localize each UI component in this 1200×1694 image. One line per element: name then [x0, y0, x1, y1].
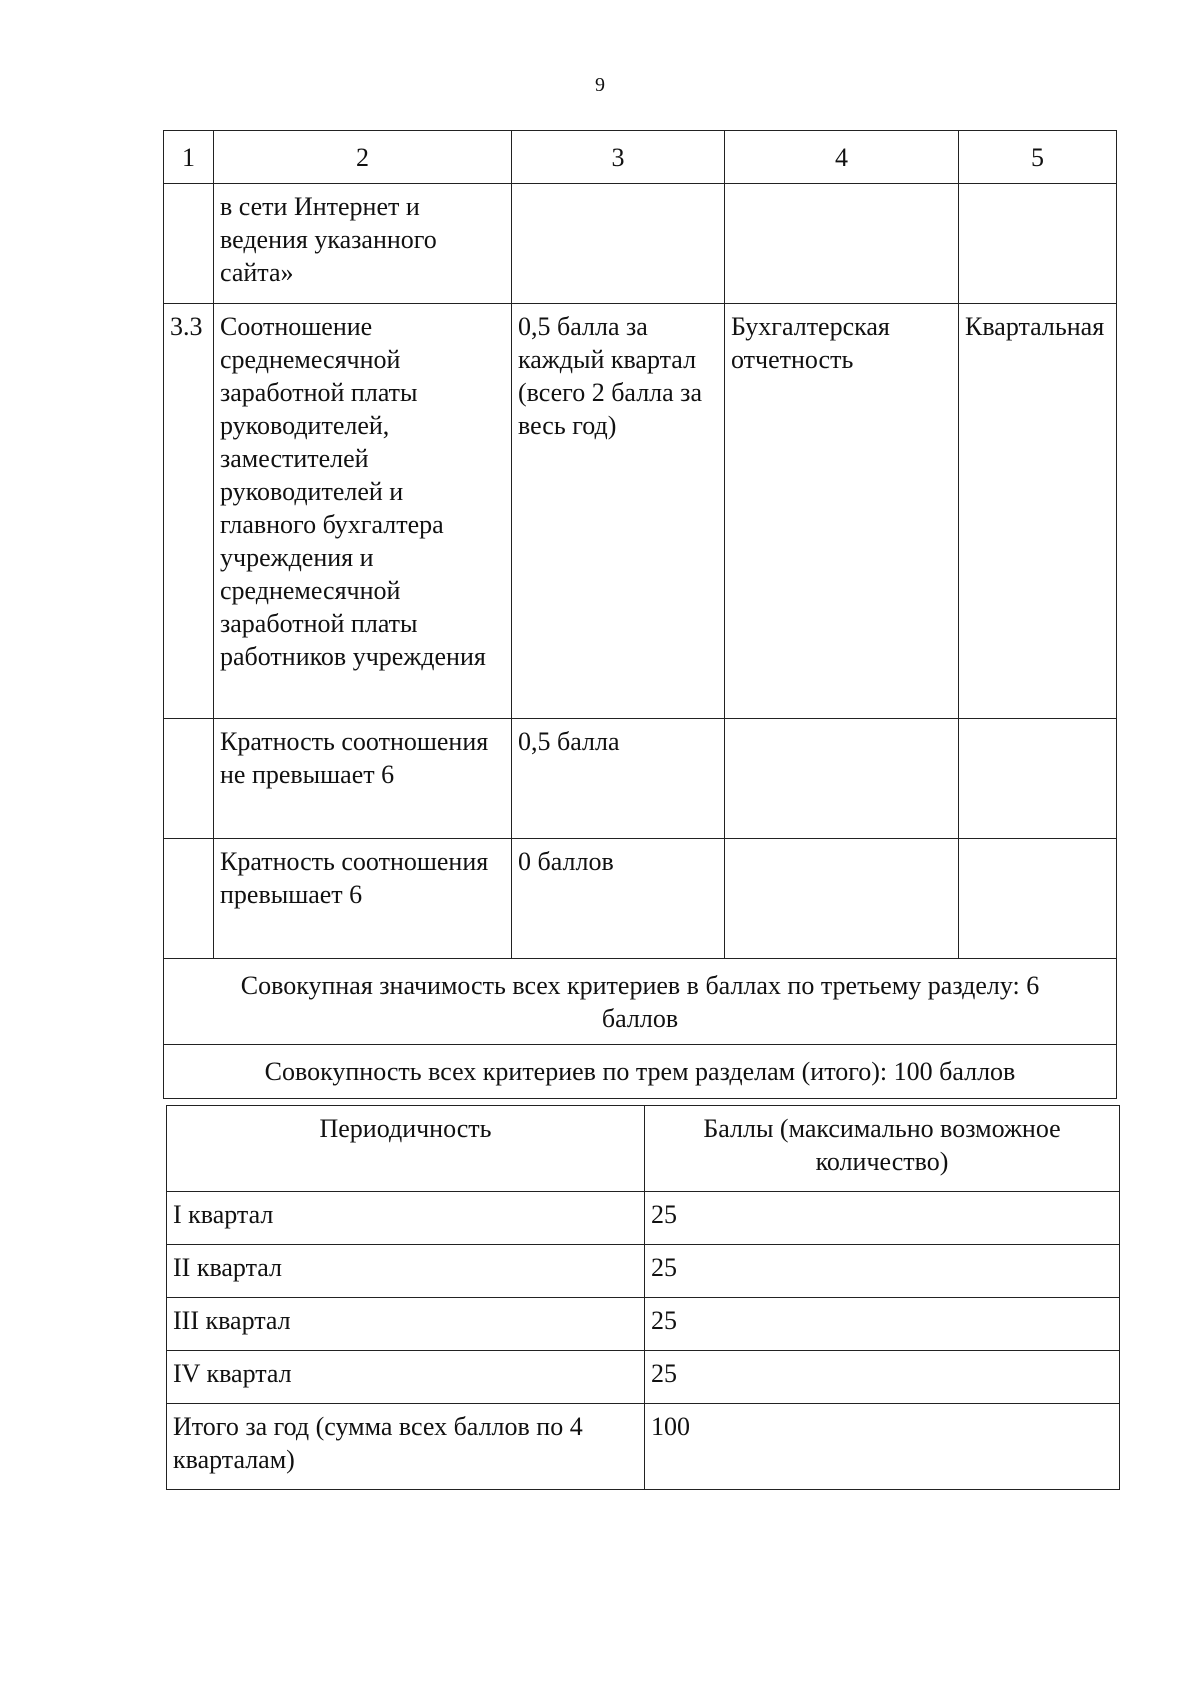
cell-points: 0 баллов [512, 839, 725, 959]
column-header-periodicity: Периодичность [167, 1106, 645, 1192]
table-header-row [167, 1106, 1120, 1192]
total-summary: Совокупность всех критериев по трем разделам (итого): 100 баллов [164, 1045, 1117, 1099]
column-header: 1 [164, 131, 214, 184]
cell-criterion: Соотношение среднемесячной заработной платы руководителей, заместителей руководителей и главного бухгалтера учреждения и среднемесячной заработной платы работников учреждения [214, 304, 512, 719]
cell-points: 25 [645, 1245, 1120, 1298]
cell-number [164, 839, 214, 959]
cell-points: 25 [645, 1351, 1120, 1404]
summary-row [164, 959, 1117, 1045]
table-row [167, 1192, 1120, 1245]
summary-row [164, 1045, 1117, 1099]
page-number: 9 [595, 74, 605, 96]
cell-period: III квартал [167, 1298, 645, 1351]
table-row [164, 719, 1117, 839]
table-row-total [167, 1404, 1120, 1490]
cell-points: 25 [645, 1298, 1120, 1351]
cell-period: II квартал [167, 1245, 645, 1298]
cell-period: I квартал [167, 1192, 645, 1245]
cell-number [164, 719, 214, 839]
cell-criterion: Кратность соотношения превышает 6 [214, 839, 512, 959]
cell-source: Бухгалтерская отчетность [725, 304, 959, 719]
cell-criterion: в сети Интернет и ведения указанного сайта» [214, 184, 512, 304]
table-row [164, 839, 1117, 959]
cell-points: 0,5 балла [512, 719, 725, 839]
cell-points: 25 [645, 1192, 1120, 1245]
cell-source [725, 719, 959, 839]
cell-period [959, 719, 1117, 839]
cell-number [164, 184, 214, 304]
criteria-table [163, 130, 1117, 1099]
cell-points: 0,5 балла за каждый квартал (всего 2 балла за весь год) [512, 304, 725, 719]
cell-points [512, 184, 725, 304]
cell-period: Квартальная [959, 304, 1117, 719]
column-header: 2 [214, 131, 512, 184]
table-row [164, 304, 1117, 719]
table-row [167, 1245, 1120, 1298]
table-header-row [164, 131, 1117, 184]
cell-criterion: Кратность соотношения не превышает 6 [214, 719, 512, 839]
table-row [167, 1298, 1120, 1351]
table-row [167, 1351, 1120, 1404]
section-summary: Совокупная значимость всех критериев в баллах по третьему разделу: 6 баллов [164, 959, 1117, 1045]
cell-points: 100 [645, 1404, 1120, 1490]
cell-period [959, 184, 1117, 304]
periodicity-table [166, 1105, 1120, 1490]
cell-period [959, 839, 1117, 959]
cell-period: IV квартал [167, 1351, 645, 1404]
column-header: 4 [725, 131, 959, 184]
cell-period: Итого за год (сумма всех баллов по 4 кварталам) [167, 1404, 645, 1490]
cell-source [725, 184, 959, 304]
column-header: 5 [959, 131, 1117, 184]
table-row [164, 184, 1117, 304]
column-header-points: Баллы (максимально возможное количество) [645, 1106, 1120, 1192]
cell-number: 3.3 [164, 304, 214, 719]
column-header: 3 [512, 131, 725, 184]
cell-source [725, 839, 959, 959]
